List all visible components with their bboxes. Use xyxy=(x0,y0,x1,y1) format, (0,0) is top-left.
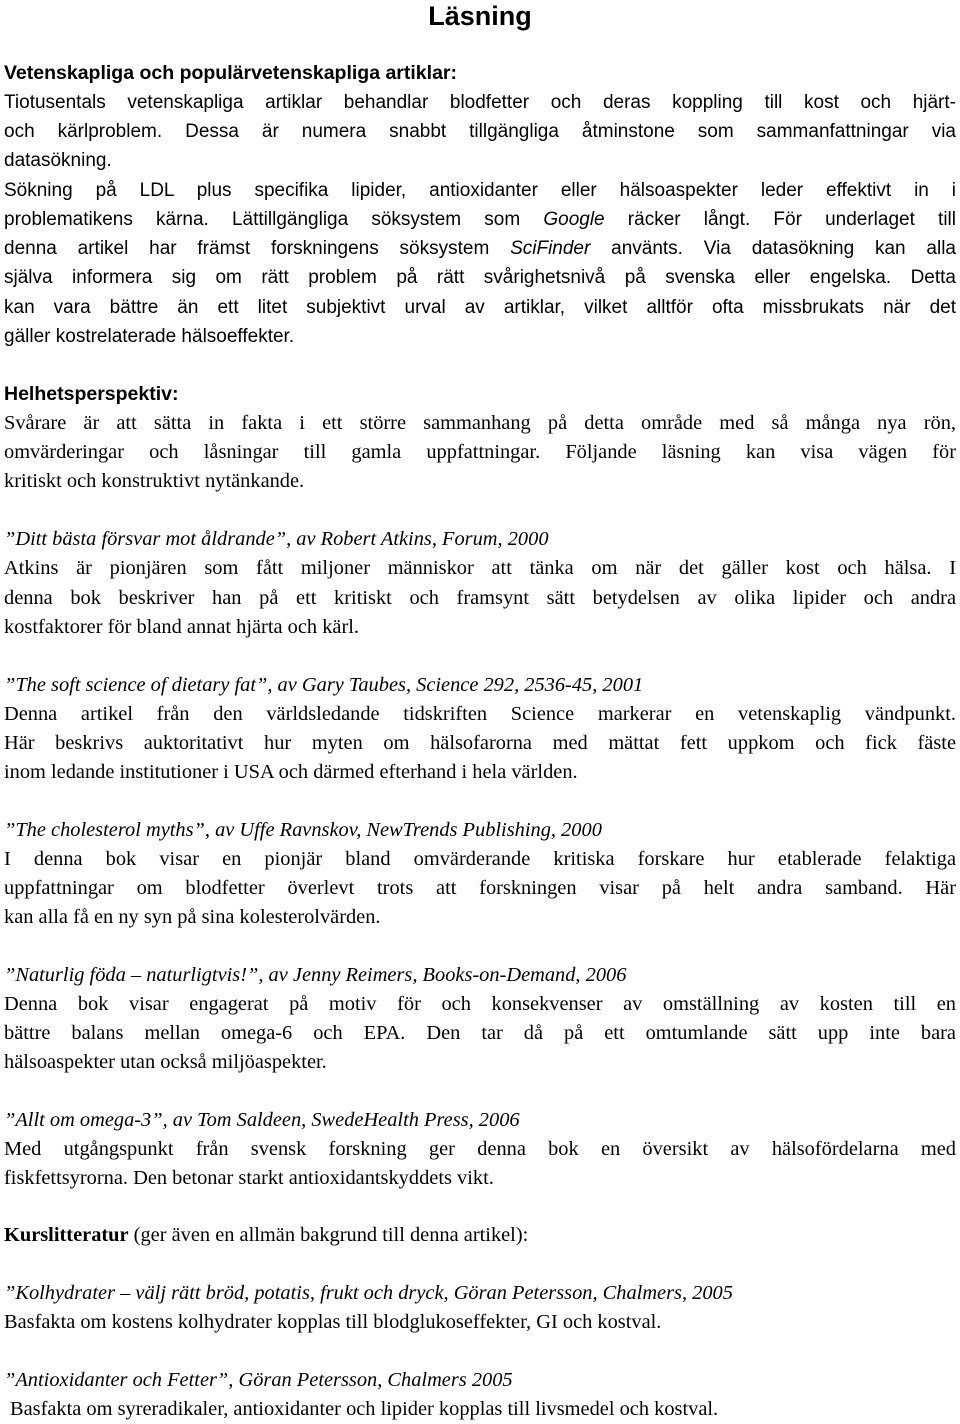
book-desc-line: kan alla få en ny syn på sina kolesterolvärden. xyxy=(4,906,381,928)
book-desc-line: fiskfettsyrorna. Den betonar starkt antioxidantskyddets vikt. xyxy=(4,1167,494,1189)
book-title: ”Ditt bästa försvar mot åldrande”, av Robert Atkins, Forum, 2000 xyxy=(4,528,549,550)
course-item-desc: Basfakta om kostens kolhydrater kopplas till blodglukoseffekter, GI och kostval. xyxy=(4,1311,662,1333)
book-title: ”The cholesterol myths”, av Uffe Ravnskov, NewTrends Publishing, 2000 xyxy=(4,819,602,841)
course-heading-bold: Kurslitteratur xyxy=(4,1224,129,1246)
section-heading-perspective: Helhetsperspektiv: xyxy=(4,383,179,405)
paragraph-line: och kärlproblem. Dessa är numera snabbt tillgängliga åtminstone som sammanfattningar via xyxy=(4,121,956,142)
book-desc-line: bättre balans mellan omega-6 och EPA. Den tar då på ett omtumlande sätt upp inte bara xyxy=(4,1022,956,1044)
paragraph-line: själva informera sig om rätt problem på rätt svårighetsnivå på svenska eller engelska. Detta xyxy=(4,267,956,288)
page-title: Läsning xyxy=(428,1,532,31)
paragraph-line: kan vara bättre än ett litet subjektivt urval av artiklar, vilket alltför ofta missbrukats när det xyxy=(4,297,956,318)
book-desc-line: uppfattningar om blodfetter överlevt trots att forskningen visar på helt andra samband. Här xyxy=(4,877,956,899)
paragraph-line: kritiskt och konstruktivt nytänkande. xyxy=(4,470,305,492)
paragraph-line: gäller kostrelaterade hälsoeffekter. xyxy=(4,326,295,347)
paragraph-line: Sökning på LDL plus specifika lipider, antioxidanter eller hälsoaspekter leder effektivt in i xyxy=(4,180,956,201)
section-heading-articles: Vetenskapliga och populärvetenskapliga artiklar: xyxy=(4,62,457,84)
book-desc-line: Denna artikel från den världsledande tidskriften Science markerar en vetenskaplig vändpunkt. xyxy=(4,703,956,725)
text-run: räcker långt. För underlaget till xyxy=(604,209,956,230)
course-item-desc: Basfakta om syreradikaler, antioxidanter och lipider kopplas till livsmedel och kostval. xyxy=(10,1398,719,1420)
course-item-title: ”Antioxidanter och Fetter”, Göran Petersson, Chalmers 2005 xyxy=(4,1369,513,1391)
course-item-title: ”Kolhydrater – välj rätt bröd, potatis, frukt och dryck, Göran Petersson, Chalmers, 2005 xyxy=(4,1282,733,1304)
book-desc-line: Med utgångspunkt från svensk forskning ger denna bok en översikt av hälsofördelarna med xyxy=(4,1138,956,1160)
paragraph-line: omvärderingar och låsningar till gamla uppfattningar. Följande läsning kan visa vägen för xyxy=(4,441,956,463)
book-desc-line: I denna bok visar en pionjär bland omvärderande kritiska forskare hur etablerade felaktiga xyxy=(4,848,956,870)
book-desc-line: Atkins är pionjären som fått miljoner människor att tänka om när det gäller kost och hälsa. I xyxy=(4,557,956,579)
text-run: använts. Via datasökning kan alla xyxy=(590,238,956,259)
book-desc-line: Här beskrivs auktoritativt hur myten om hälsofarorna med mättat fett uppkom och fick fäste xyxy=(4,732,956,754)
book-desc-line: inom ledande institutioner i USA och därmed efterhand i hela världen. xyxy=(4,761,578,783)
book-title: ”Naturlig föda – naturligtvis!”, av Jenny Reimers, Books-on-Demand, 2006 xyxy=(4,964,627,986)
course-heading xyxy=(4,1221,956,1250)
paragraph-line xyxy=(4,234,956,263)
paragraph-line: Svårare är att sätta in fakta i ett större sammanhang på detta område med så många nya rön, xyxy=(4,412,956,434)
book-desc-line: Denna bok visar engagerat på motiv för och konsekvenser av omställning av kosten till en xyxy=(4,993,956,1015)
paragraph-line: datasökning. xyxy=(4,150,112,171)
scifinder-term: SciFinder xyxy=(510,238,591,259)
paragraph-line: Tiotusentals vetenskapliga artiklar behandlar blodfetter och deras koppling till kost och hjärt- xyxy=(4,92,956,113)
book-desc-line: kostfaktorer för bland annat hjärta och kärl. xyxy=(4,616,359,638)
book-desc-line: hälsoaspekter utan också miljöaspekter. xyxy=(4,1051,327,1073)
google-term: Google xyxy=(543,209,605,230)
book-title: ”The soft science of dietary fat”, av Gary Taubes, Science 292, 2536-45, 2001 xyxy=(4,674,644,696)
course-heading-rest: (ger även en allmän bakgrund till denna artikel): xyxy=(128,1224,529,1246)
text-run: problematikens kärna. Lättillgängliga söksystem som xyxy=(4,209,544,230)
text-run: denna artikel har främst forskningens söksystem xyxy=(4,238,511,259)
book-desc-line: denna bok beskriver han på ett kritiskt och framsynt sätt betydelsen av olika lipider och andra xyxy=(4,587,956,609)
paragraph-line xyxy=(4,205,956,234)
book-title: ”Allt om omega-3”, av Tom Saldeen, SwedeHealth Press, 2006 xyxy=(4,1109,520,1131)
